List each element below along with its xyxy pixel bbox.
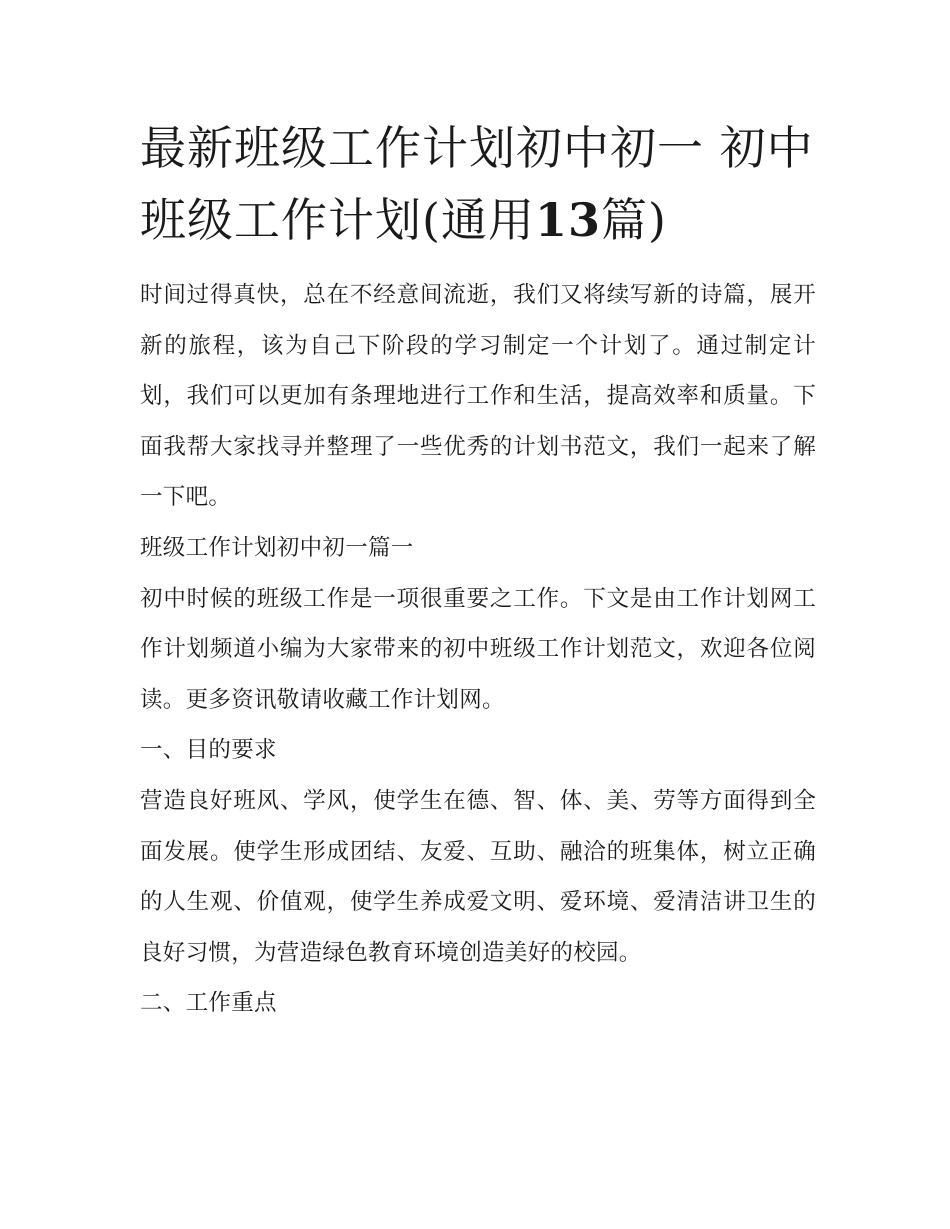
plan-intro-paragraph: 初中时候的班级工作是一项很重要之工作。下文是由工作计划网工作计划频道小编为大家带来的初中班级工作计划范文，欢迎各位阅读。更多资讯敬请收藏工作计划网。 [140, 585, 816, 713]
goals-paragraph: 营造良好班风、学风，使学生在德、智、体、美、劳等方面得到全面发展。使学生形成团结、友爱、互助、融洽的班集体，树立正确的人生观、价值观，使学生养成爱文明、爱环境、爱清洁讲卫生的良好习惯，为营造绿色教育环境创造美好的校园。 [140, 787, 816, 966]
heading-work-focus: 二、工作重点 [140, 990, 277, 1017]
title-suffix: 篇) [600, 193, 667, 247]
document-title [140, 112, 816, 256]
heading-goals: 一、目的要求 [140, 737, 277, 764]
intro-paragraph: 时间过得真快，总在不经意间流逝，我们又将续写新的诗篇，展开新的旅程，该为自己下阶段的学习制定一个计划了。通过制定计划，我们可以更加有条理地进行工作和生活，提高效率和质量。下面我帮大家找寻并整理了一些优秀的计划书范文，我们一起来了解一下吧。 [140, 282, 816, 511]
document-body [140, 270, 816, 1029]
section-heading-plan-one: 班级工作计划初中初一篇一 [140, 534, 414, 561]
title-text: 最新班级工作计划初中初一 初中班级工作计划(通用 [140, 121, 814, 247]
title-number: 13 [534, 193, 601, 247]
document-page [140, 112, 816, 1029]
